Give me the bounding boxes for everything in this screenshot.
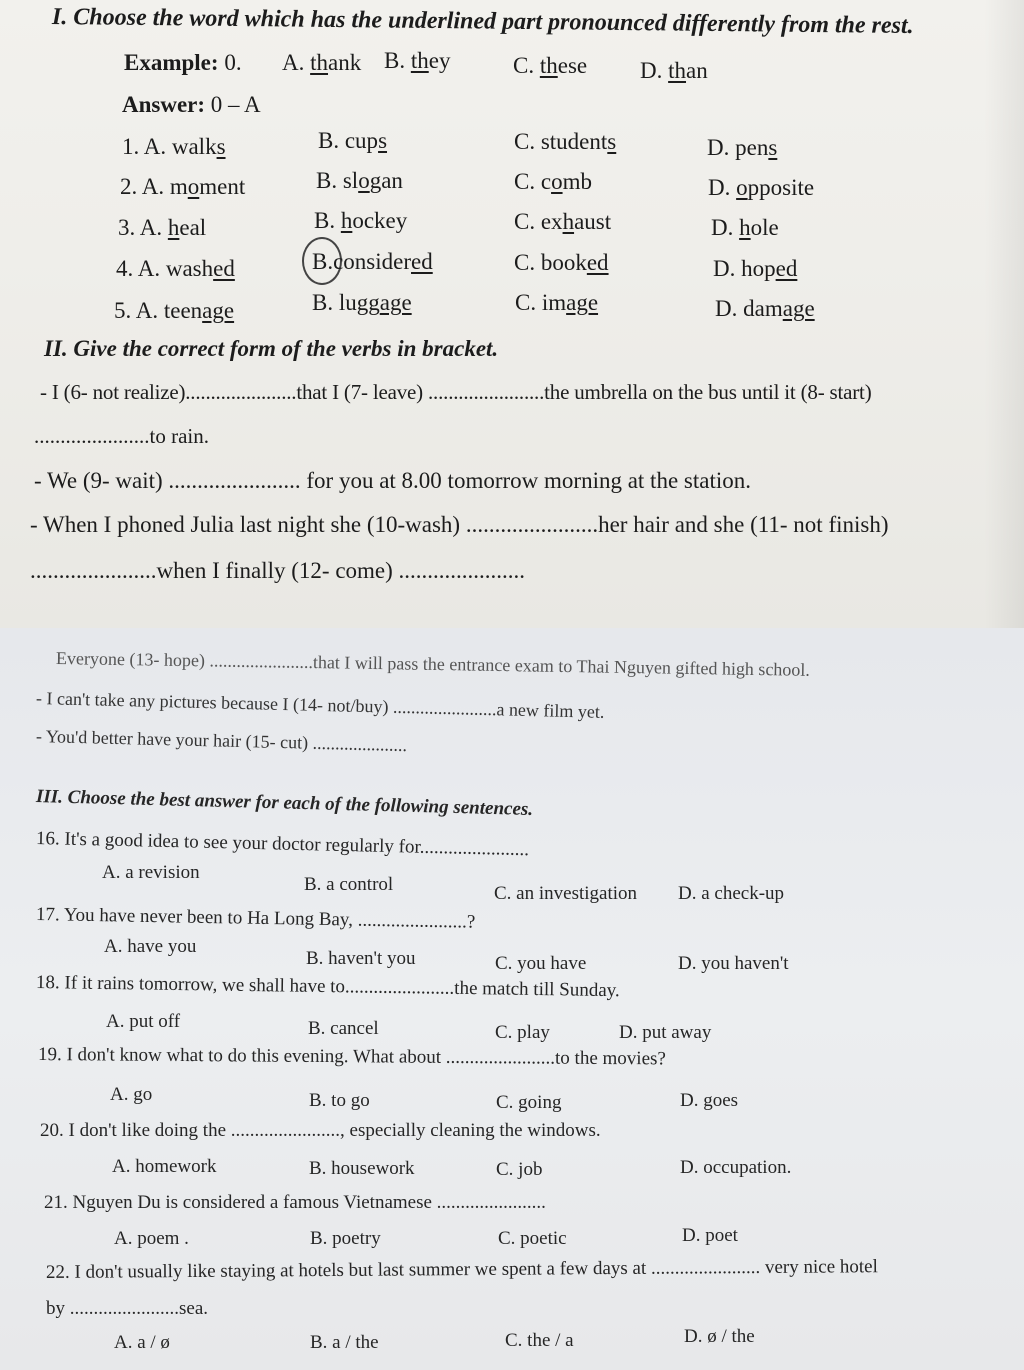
worksheet-page-top: [0, 0, 1024, 628]
answer-line: Answer: 0 – A: [122, 92, 261, 117]
q19-stem: 19. I don't know what to do this evening. What about .......................to the movies?: [37, 1044, 666, 1070]
q21-stem: 21. Nguyen Du is considered a famous Vietnamese .......................: [44, 1192, 546, 1213]
section3-heading: III. Choose the best answer for each of the following sentences.: [35, 786, 534, 821]
q20-option-a: A. homework: [112, 1156, 217, 1177]
example-label: Example: 0.: [124, 50, 242, 75]
q3-option-a: 3. A. heal: [118, 215, 207, 240]
q22-option-d: D. ø / the: [684, 1326, 755, 1347]
q21-option-a: A. poem .: [114, 1228, 189, 1249]
q16-option-c: C. an investigation: [494, 883, 638, 904]
section2-line-4: - When I phoned Julia last night she (10-wash) .......................her hair and she (11- not finish): [30, 512, 889, 537]
section2-line-6: Everyone (13- hope) .......................that I will pass the entrance exam to Thai Nguyen gifted high school.: [55, 648, 811, 680]
q16-option-d: D. a check-up: [678, 883, 785, 904]
q22-stem-continued: by .......................sea.: [46, 1298, 209, 1319]
q22-option-a: A. a / ø: [114, 1332, 170, 1353]
q16-stem: 16. It's a good idea to see your doctor regularly for.......................: [35, 828, 530, 861]
q20-option-b: B. housework: [309, 1158, 415, 1179]
q3-option-d: D. hole: [711, 215, 779, 240]
q22-option-b: B. a / the: [310, 1332, 379, 1353]
q17-option-d: D. you haven't: [678, 953, 789, 974]
q22-option-c: C. the / a: [505, 1330, 574, 1351]
q5-option-a: 5. A. teenage: [114, 298, 235, 323]
section2-line-1: - I (6- not realize)......................that I (7- leave) .......................the umbrella on the bus until it (8- start): [40, 380, 872, 404]
section2-line-3: - We (9- wait) ....................... for you at 8.00 tomorrow morning at the station.: [34, 468, 751, 493]
q18-stem: 18. If it rains tomorrow, we shall have to.......................the match till Sunday.: [35, 972, 620, 1002]
example-option-c: C. these: [513, 53, 588, 78]
q4-option-d: D. hoped: [713, 256, 798, 281]
q20-option-c: C. job: [496, 1159, 543, 1180]
example-option-a: A. thank: [282, 50, 362, 75]
q3-option-b: B. hockey: [314, 208, 408, 233]
q1-option-a: 1. A. walks: [122, 134, 226, 159]
q19-option-a: A. go: [110, 1084, 153, 1105]
q18-option-b: B. cancel: [308, 1018, 379, 1039]
q5-option-c: C. image: [515, 290, 599, 315]
q16-option-a: A. a revision: [102, 862, 200, 883]
q17-option-c: C. you have: [495, 953, 587, 974]
section2-line-8: - You'd better have your hair (15- cut) .....................: [35, 726, 408, 756]
q18-option-c: C. play: [495, 1022, 550, 1043]
q3-option-c: C. exhaust: [514, 209, 612, 234]
q17-option-b: B. haven't you: [306, 948, 416, 969]
q20-stem: 20. I don't like doing the ......................., especially cleaning the windows.: [40, 1120, 601, 1141]
q19-option-c: C. going: [496, 1092, 562, 1113]
q1-option-b: B. cups: [318, 128, 388, 153]
q2-option-a: 2. A. moment: [120, 174, 246, 199]
q1-option-c: C. students: [514, 129, 617, 154]
q17-option-a: A. have you: [104, 936, 197, 957]
q4-option-c: C. booked: [514, 250, 609, 275]
section2-line-5: ......................when I finally (12- come) ......................: [30, 558, 526, 583]
q2-option-c: C. comb: [514, 169, 592, 194]
page-shadow: [984, 0, 1024, 628]
q4-option-a: 4. A. washed: [116, 256, 235, 281]
q20-option-d: D. occupation.: [680, 1157, 792, 1178]
q22-stem: 22. I don't usually like staying at hotels but last summer we spent a few days at ....................... very nice hotel: [45, 1256, 878, 1283]
q1-option-d: D. pens: [707, 135, 778, 160]
q5-option-d: D. damage: [715, 296, 815, 321]
q18-option-a: A. put off: [106, 1011, 181, 1032]
q19-option-b: B. to go: [309, 1090, 370, 1111]
q4-option-b: B.considered: [312, 249, 433, 274]
q19-option-d: D. goes: [680, 1090, 739, 1111]
q16-option-b: B. a control: [304, 874, 394, 895]
q5-option-b: B. luggage: [312, 290, 412, 315]
section2-line-2: ......................to rain.: [34, 424, 209, 448]
q2-option-d: D. opposite: [708, 175, 815, 200]
q18-option-d: D. put away: [619, 1022, 712, 1043]
example-option-b: B. they: [384, 48, 451, 73]
q17-stem: 17. You have never been to Ha Long Bay, .......................?: [35, 904, 476, 933]
q21-option-c: C. poetic: [498, 1228, 567, 1249]
section2-line-7: - I can't take any pictures because I (14- not/buy) .......................a new film yet.: [35, 688, 605, 722]
section2-heading: II. Give the correct form of the verbs in bracket.: [44, 336, 499, 361]
worksheet-page-bottom: [0, 628, 1024, 1370]
q2-option-b: B. slogan: [316, 168, 403, 193]
example-option-d: D. than: [640, 58, 708, 83]
section1-heading: I. Choose the word which has the underlined part pronounced differently from the rest.: [51, 4, 914, 40]
q21-option-b: B. poetry: [310, 1228, 381, 1249]
q21-option-d: D. poet: [682, 1225, 738, 1246]
